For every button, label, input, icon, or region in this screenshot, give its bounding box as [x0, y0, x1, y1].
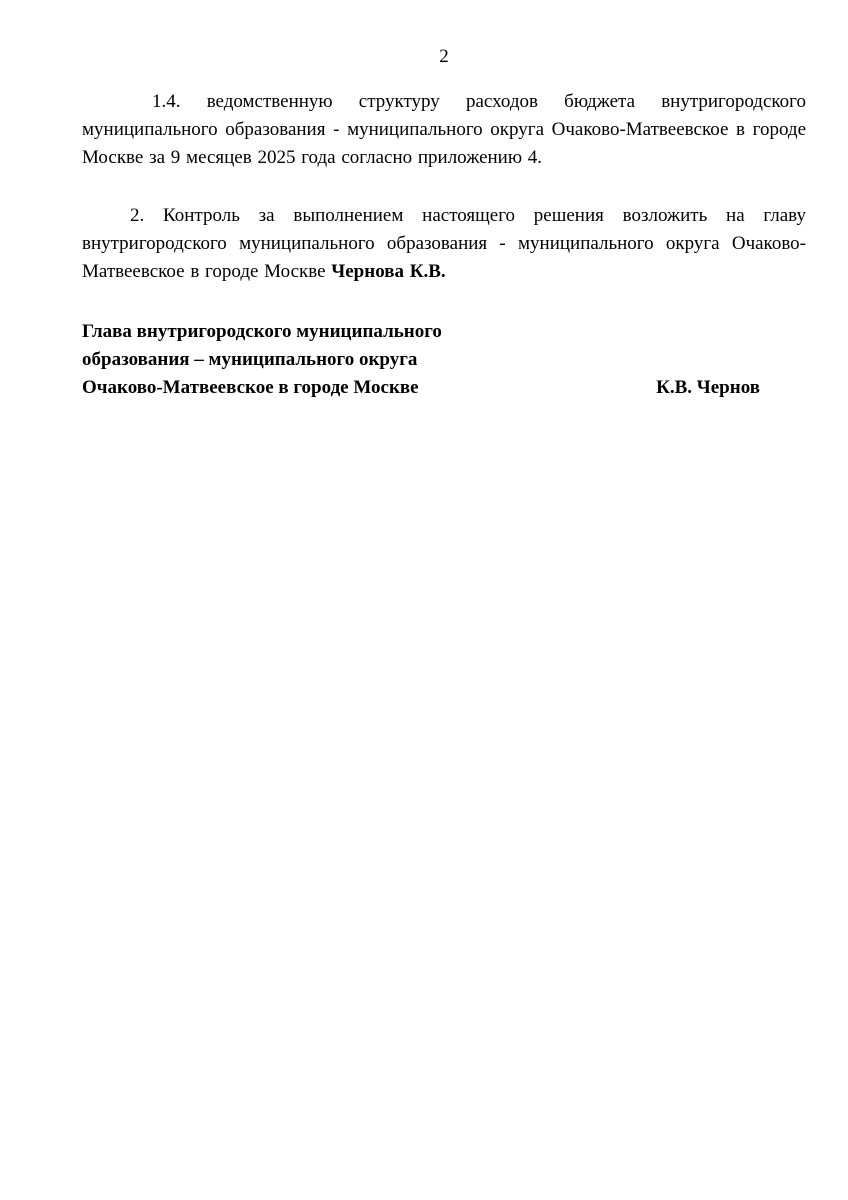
signatory-name: К.В. Чернов — [656, 377, 760, 398]
page-number: 2 — [439, 46, 449, 67]
paragraph-2 — [82, 202, 806, 286]
signature-title-line-1: Глава внутригородского муниципального — [82, 321, 442, 342]
signature-last-row — [82, 374, 806, 402]
responsible-person-name: Чернова К.В. — [331, 261, 446, 282]
signature-block — [82, 318, 806, 402]
signature-title-line-3: Очаково-Матвеевское в городе Москве — [82, 377, 419, 398]
paragraph-2-text: 2. Контроль за выполнением настоящего решения возложить на главу внутригородского муниципального образования - муниципального округа Очаково-Матвеевское в городе Москве — [82, 205, 806, 282]
paragraph-1-4: 1.4. ведомственную структуру расходов бюджета внутригородского муниципального образования - муниципального округа Очаково-Матвеевское в городе Москве за 9 месяцев 2025 года согласно приложению 4. — [82, 91, 806, 168]
signature-title-line-2: образования – муниципального округа — [82, 349, 418, 370]
